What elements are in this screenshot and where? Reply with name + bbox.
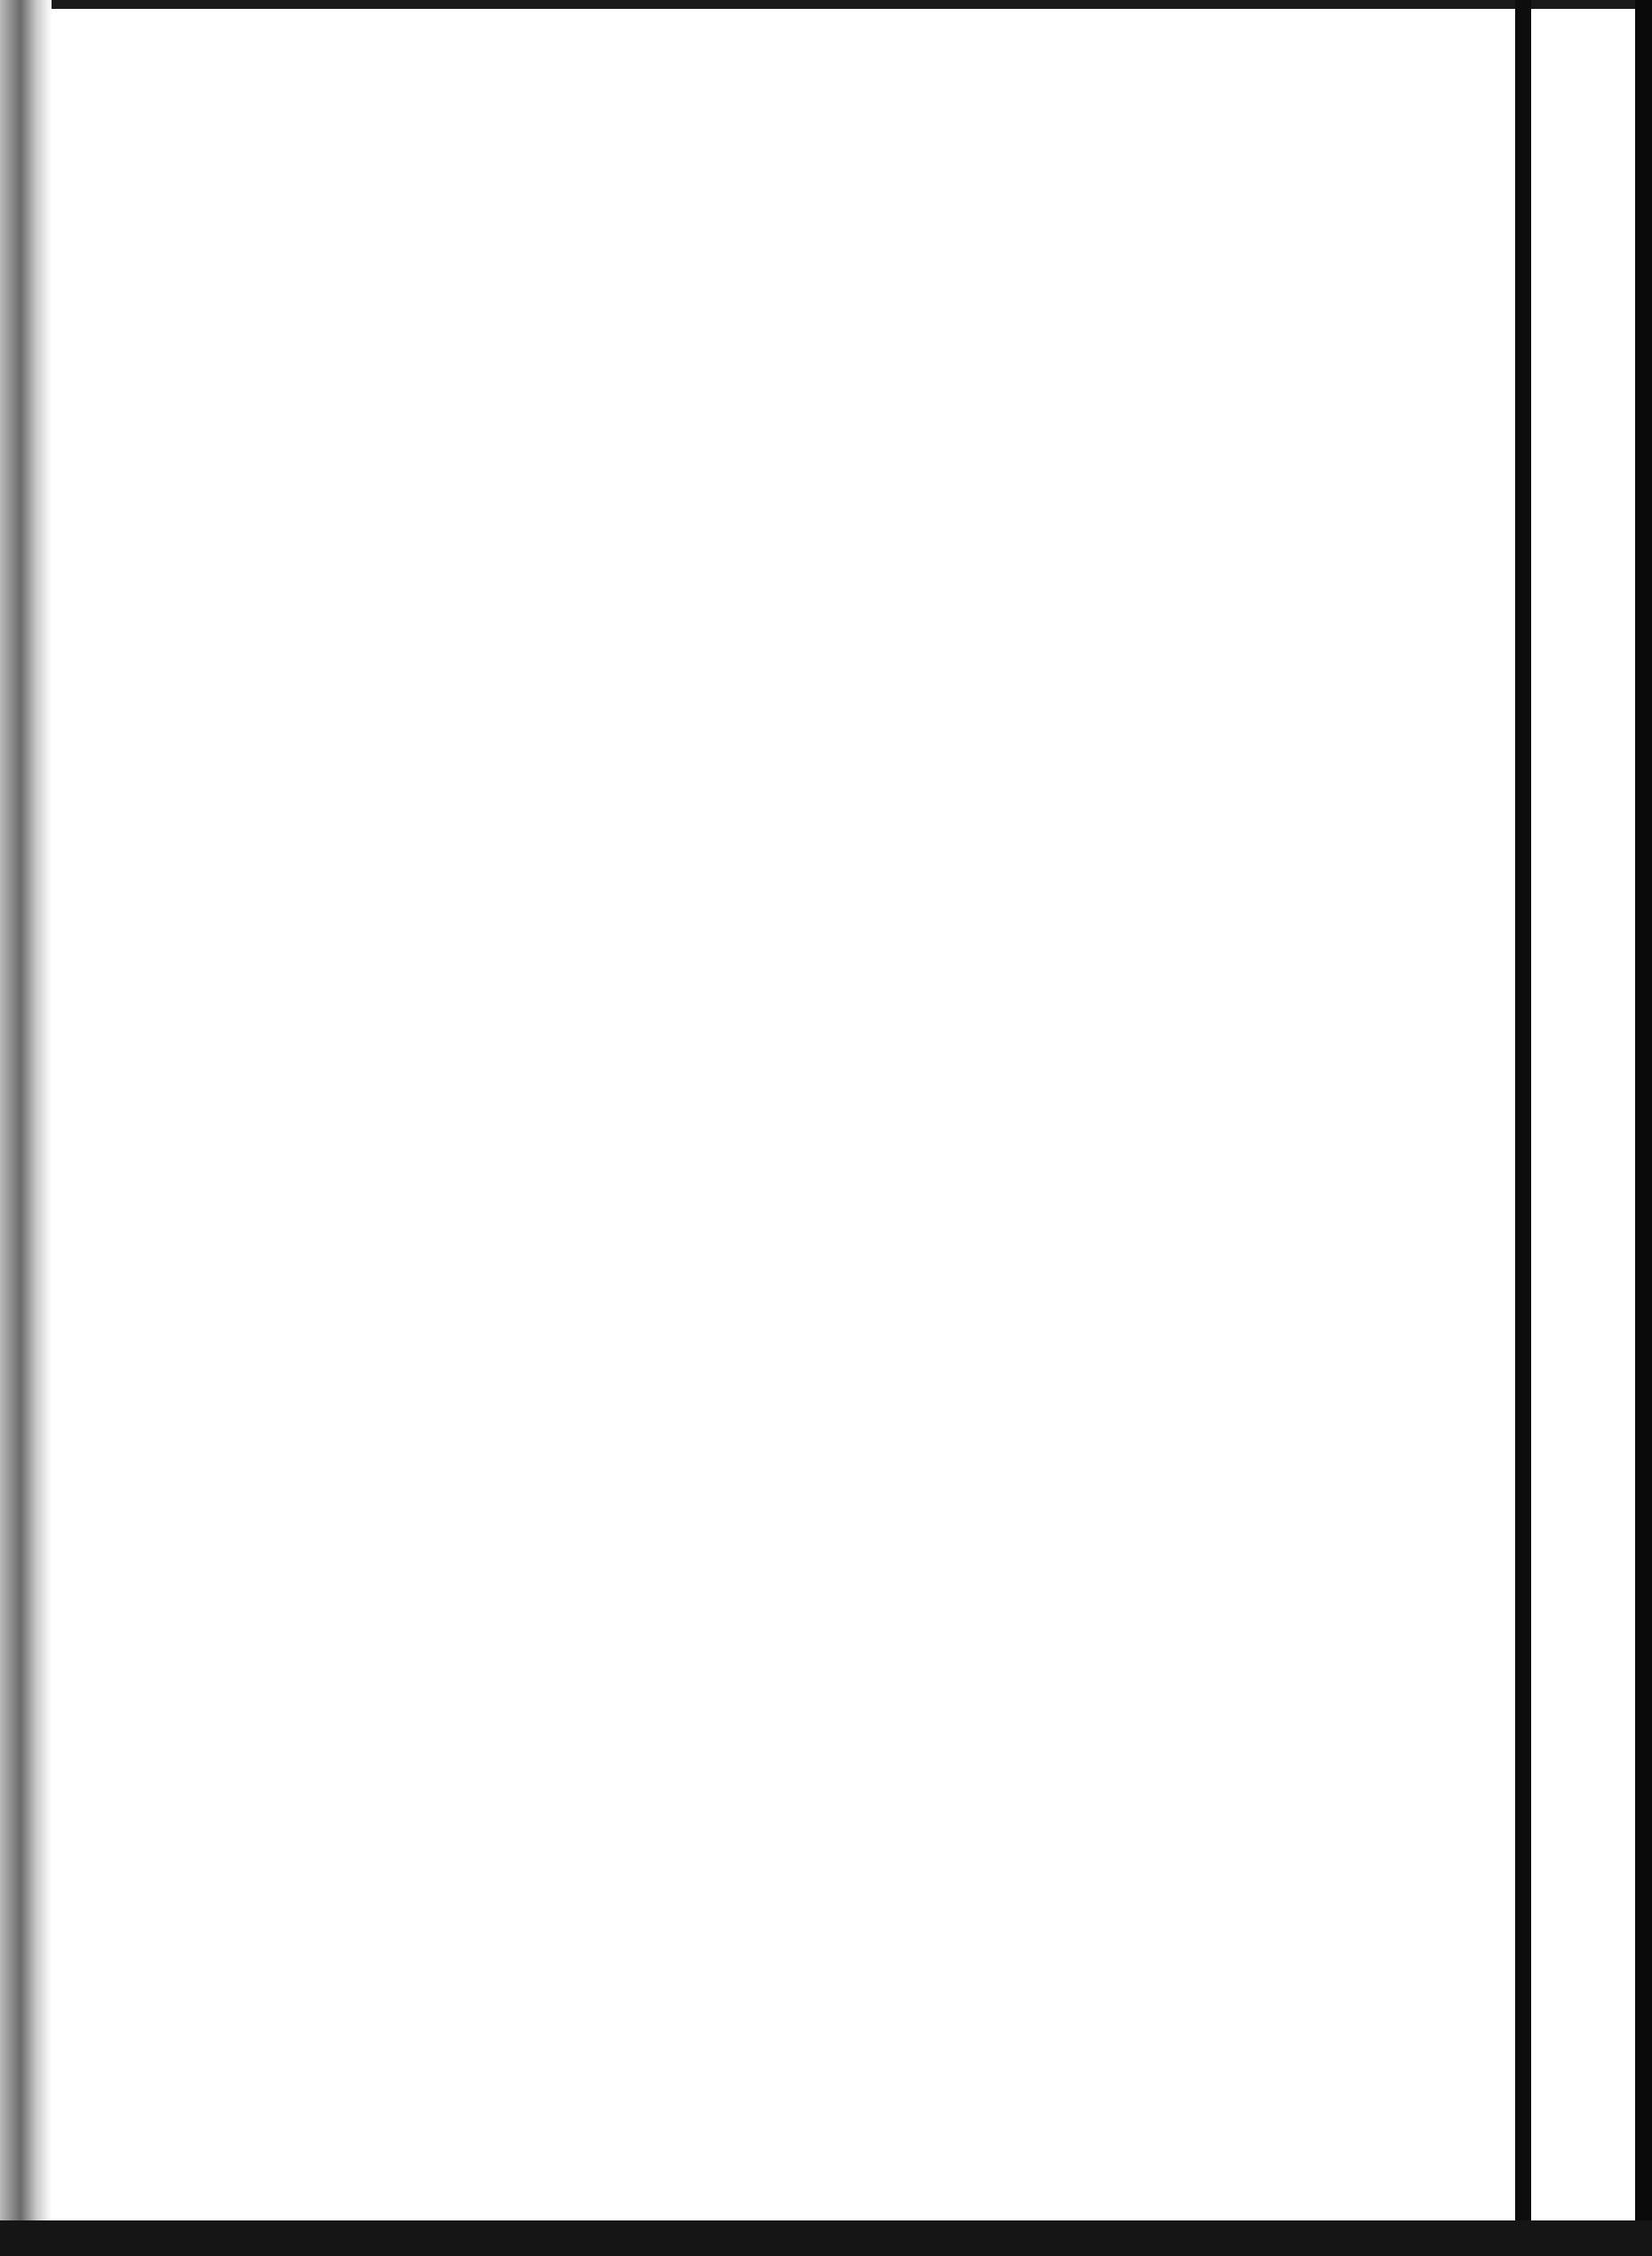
- scan-top-edge: [0, 0, 1652, 9]
- scan-right-edge: [1635, 0, 1652, 2256]
- directory-page: [182, 93, 1515, 147]
- page-binding-shadow: [0, 0, 52, 2256]
- facing-page-fragments: [1553, 0, 1635, 2256]
- scan-bottom-edge: [0, 2220, 1652, 2256]
- page-gutter: [1515, 0, 1531, 2256]
